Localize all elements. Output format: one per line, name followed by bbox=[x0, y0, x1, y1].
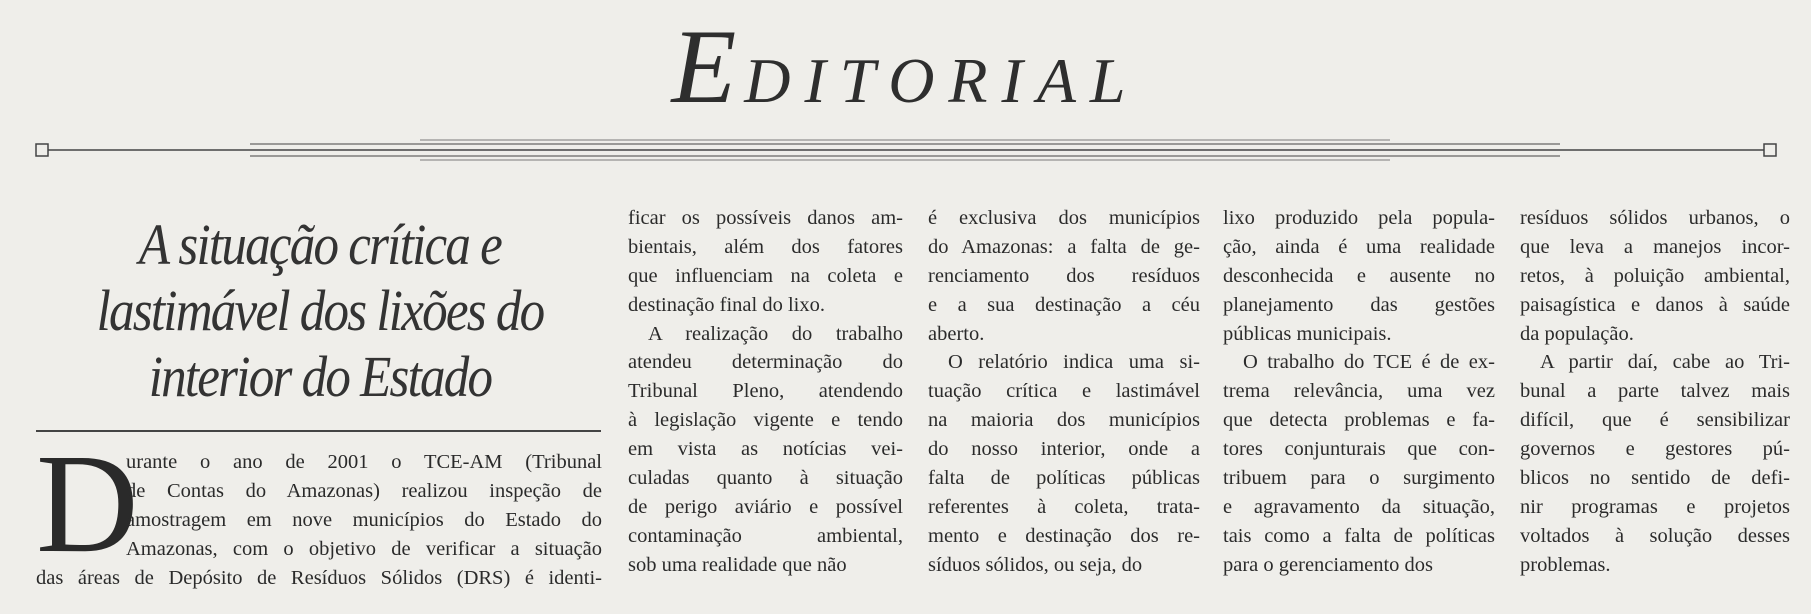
text-line: do nosso interior, onde a bbox=[928, 438, 1200, 461]
decorative-rule bbox=[0, 130, 1811, 170]
text-line: governos e gestores pú- bbox=[1520, 438, 1790, 461]
text-line: falta de políticas públicas bbox=[928, 467, 1200, 490]
lead-paragraph bbox=[36, 424, 602, 593]
text-line: síduos sólidos, ou seja, do bbox=[928, 553, 1143, 576]
text-line: desconhecida e ausente no bbox=[1223, 264, 1495, 287]
text-line: para o gerenciamento dos bbox=[1223, 553, 1434, 576]
text-line: que leva a manejos incor- bbox=[1520, 235, 1790, 258]
headline-line: A situação crítica e bbox=[138, 212, 502, 277]
text-line: A realização do trabalho bbox=[648, 322, 903, 345]
text-line: que detecta problemas e fa- bbox=[1223, 409, 1495, 432]
text-line: difícil, que é sensibilizar bbox=[1520, 409, 1790, 432]
section-title bbox=[0, 6, 1811, 128]
text-line: de perigo aviário e possível bbox=[628, 495, 903, 518]
text-line: voltados à solução desses bbox=[1520, 524, 1790, 547]
text-line: do Amazonas: a falta de ge- bbox=[928, 235, 1200, 258]
text-line: retos, à poluição ambiental, bbox=[1520, 264, 1790, 287]
headline-line: interior do Estado bbox=[148, 344, 492, 409]
text-line: O relatório indica uma si- bbox=[948, 351, 1200, 374]
text-line: de Contas do Amazonas) realizou inspeção de bbox=[126, 480, 602, 502]
text-line: Tribunal Pleno, atendendo bbox=[628, 380, 903, 403]
text-line: na maioria dos municípios bbox=[928, 409, 1200, 432]
text-line: é exclusiva dos municípios bbox=[928, 207, 1200, 229]
text-line: referentes à coleta, trata- bbox=[928, 495, 1200, 518]
text-line: sob uma realidade que não bbox=[628, 553, 847, 576]
section-title-rest: DITORIAL bbox=[744, 45, 1140, 116]
text-line: O trabalho do TCE é de ex- bbox=[1243, 351, 1495, 374]
text-line: lixo produzido pela popula- bbox=[1223, 207, 1495, 229]
text-line: problemas. bbox=[1520, 553, 1611, 576]
text-line: renciamento dos resíduos bbox=[928, 264, 1200, 287]
text-line: Amazonas, com o objetivo de verificar a situação bbox=[126, 538, 602, 560]
text-line: trema relevância, uma vez bbox=[1223, 380, 1495, 403]
text-line: nir programas e projetos bbox=[1520, 495, 1790, 518]
headline-line: lastimável dos lixões do bbox=[96, 278, 544, 343]
text-line: A partir daí, cabe ao Tri- bbox=[1540, 351, 1790, 374]
text-line: resíduos sólidos urbanos, o bbox=[1520, 207, 1790, 229]
article-column-1 bbox=[628, 204, 903, 580]
text-line: das áreas de Depósito de Resíduos Sólidos (DRS) é identi- bbox=[36, 567, 602, 589]
text-line: tores conjunturais que con- bbox=[1223, 438, 1495, 461]
text-line: bunal a parte talvez mais bbox=[1520, 380, 1790, 403]
text-line: ção, ainda é uma realidade bbox=[1223, 235, 1495, 258]
text-line: tribuem para o surgimento bbox=[1223, 467, 1495, 490]
article-headline bbox=[74, 212, 567, 410]
drop-cap: D bbox=[36, 424, 139, 582]
section-title-initial: E bbox=[671, 8, 745, 125]
text-line: da população. bbox=[1520, 322, 1634, 345]
text-line: contaminação ambiental, bbox=[628, 524, 903, 547]
text-line: mento e destinação dos re- bbox=[928, 524, 1200, 547]
text-line: culadas quanto à situação bbox=[628, 467, 903, 490]
text-line: aberto. bbox=[928, 322, 985, 345]
text-line: urante o ano de 2001 o TCE-AM (Tribunal bbox=[126, 451, 602, 473]
text-line: atendeu determinação do bbox=[628, 351, 903, 374]
article-column-3 bbox=[1223, 204, 1495, 580]
article-column-4 bbox=[1520, 204, 1790, 580]
text-line: blicos no sentido de defi- bbox=[1520, 467, 1790, 490]
text-line: em vista as notícias vei- bbox=[628, 438, 903, 461]
text-line: tais como a falta de políticas bbox=[1223, 524, 1495, 547]
text-line: paisagística e danos à saúde bbox=[1520, 293, 1790, 316]
text-line: e a sua destinação a céu bbox=[928, 293, 1200, 316]
article-column-2 bbox=[928, 204, 1200, 580]
text-line: destinação final do lixo. bbox=[628, 293, 825, 316]
text-line: amostragem em nove municípios do Estado do bbox=[126, 509, 602, 531]
text-line: planejamento das gestões bbox=[1223, 293, 1495, 316]
text-line: à legislação vigente e tendo bbox=[628, 409, 903, 432]
text-line: que influenciam na coleta e bbox=[628, 264, 903, 287]
text-line: tuação crítica e lastimável bbox=[928, 380, 1200, 403]
text-line: bientais, além dos fatores bbox=[628, 235, 903, 258]
text-line: ficar os possíveis danos am- bbox=[628, 207, 903, 229]
text-line: e agravamento da situação, bbox=[1223, 495, 1495, 518]
text-line: públicas municipais. bbox=[1223, 322, 1392, 345]
